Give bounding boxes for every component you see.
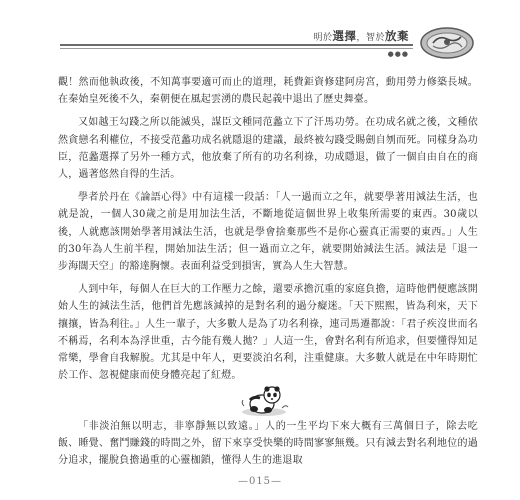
paragraph: 觀！然而他執政後，不知萬事要適可而止的道理，耗費鉅資修建阿房宮，動用勞力修築長城。在秦始皇死後不久，秦朝便在風起雲湧的農民起義中退出了歷史舞臺。 [58, 77, 478, 106]
page-number: —015— [237, 476, 283, 487]
paragraph: 學者於丹在《論語心得》中有這樣一段話：「人一過而立之年，就要學著用減法生活，也就是說，一個人30歲之前是用加法生活，不斷地從這個世界上收集所需要的東西。30歲以後，人就應該開始學著用減法生活，也就是學會捨棄那些不是你心靈真正需要的東西。」人生的30年為人生前半程，開始加法生活；但一過而立之年，就要開始減法生活。減法是「退一步海闊天空」的豁達胸懷。表面利益受到損害，實為人生大智慧。 [58, 192, 478, 273]
body-text [58, 74, 478, 390]
body-text-lower [58, 418, 478, 476]
header-rule-thin [60, 48, 413, 49]
header-dots: ●●● [387, 50, 409, 58]
running-head-word1: 選擇 [332, 29, 357, 43]
paragraph: 又如越王勾踐之所以能滅吳，謀臣文種同范蠡立下了汗馬功勞。在功成名就之後，文種依然貪戀名利權位，不接受范蠡功成名就隱退的建議，最終被勾踐受賜劍自刎而死。同樣身為功臣，范蠡選擇了另外一種方式，他放棄了所有的功名利祿，功成隱退，做了一個自由自在的商人，過著悠然自得的生活。 [58, 117, 478, 181]
paragraph: 人到中年，每個人在巨大的工作壓力之餘，還要承擔沉重的家庭負擔，這時他們便應該開始人生的減法生活，他們首先應該減掉的是對名利的過分癡迷。「天下熙熙，皆為利來，天下攘攘，皆為利往。」人生一輩子，大多數人是為了功名利祿，連司馬遷都說：「君子疾沒世而名不稱焉，名利本為浮世重，古今能有幾人拋？」人這一生，會對名利有所追求，但要懂得知足常樂，學會自我解脫。尤其是中年人，更要淡泊名利，注重健康。大多數人就是在中年時期忙於工作、忽視健康而使身體亮起了紅燈。 [58, 284, 478, 382]
page-header [60, 26, 475, 66]
panda-illustration-icon [238, 382, 292, 418]
header-rule [60, 44, 413, 46]
ornamental-emblem-icon [419, 26, 475, 60]
running-head-mid: ，智於 [356, 33, 385, 43]
running-head-word2: 放棄 [385, 29, 409, 43]
running-head [313, 28, 409, 44]
paragraph: 「非淡泊無以明志，非寧靜無以致遠。」人的一生平均下來大概有三萬個日子，除去吃飯、睡覺、奮鬥賺錢的時間之外，留下來享受快樂的時間寥寥無幾。只有減去對名利地位的過分追求，擺脫負擔過重的心靈枷鎖，懂得人生的進退取 [58, 421, 478, 467]
running-head-prefix: 明於 [313, 33, 333, 43]
